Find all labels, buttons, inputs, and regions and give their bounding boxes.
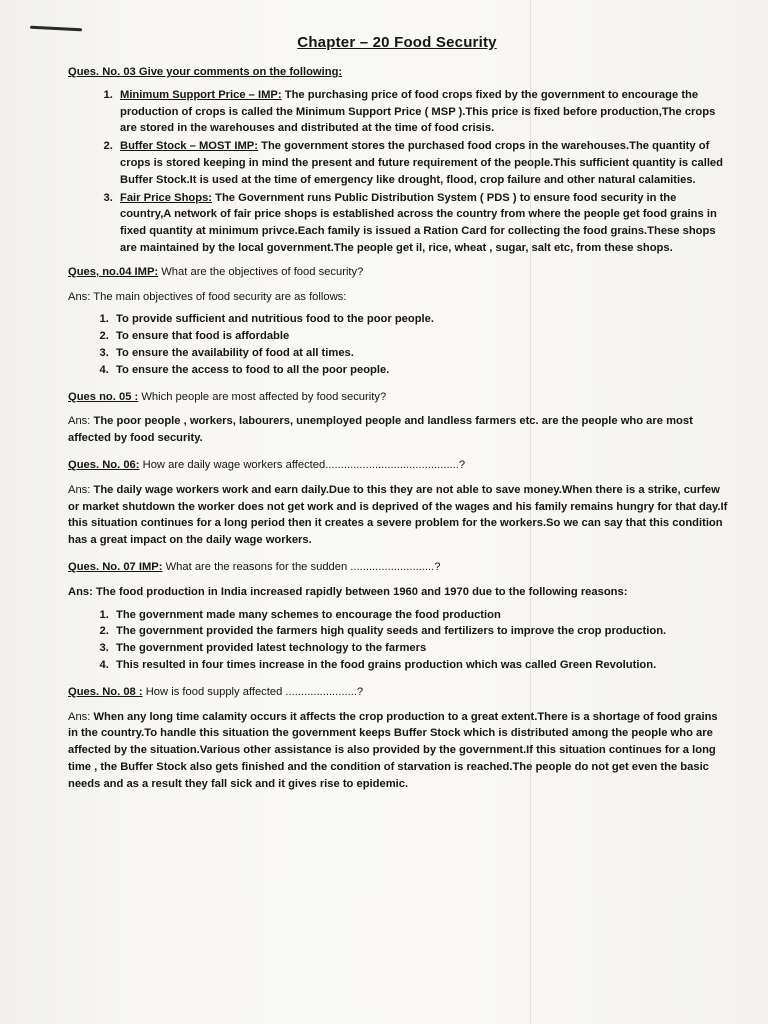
q8-label: Ques. No. 08 : <box>68 685 143 698</box>
q8-answer <box>68 709 728 793</box>
q6-label: Ques. No. 06: <box>68 458 140 471</box>
q7-question <box>68 559 728 576</box>
q3-item-text: The purchasing price of food crops fixed by the government to encourage the production of crops is called the Minimum Support Price ( MSP ).This price is fixed before production,The crops are stored in the warehouses and distributed at the time of food crisis. <box>120 88 716 135</box>
pen-stroke-mark <box>30 26 82 32</box>
list-item <box>116 87 728 137</box>
list-item: 4. This resulted in four times increase in the food grains production which was called Green Revolution. <box>112 657 728 674</box>
q7-list <box>68 607 728 674</box>
q6-answer-text: The daily wage workers work and earn daily.Due to this they are not able to save money.When there is a strike, curfew or market shutdown the worker does not get work and is deprived of the wages and his family remains hungry for that day.If this situation continues for a long period then it creates a severe problem for the workers.So we can say that this condition has a great impact on the daily wage workers. <box>68 483 728 547</box>
list-item: 1. To provide sufficient and nutritious food to the poor people. <box>112 311 728 328</box>
q6-answer-prefix: Ans: <box>68 483 94 496</box>
q8-question <box>68 684 728 701</box>
q3-item-term: Buffer Stock – MOST IMP: <box>120 140 258 153</box>
q4-answer-intro: Ans: The main objectives of food security are as follows: <box>68 290 347 303</box>
document-body <box>68 64 728 792</box>
q4-list <box>68 311 728 378</box>
q7-question-text: What are the reasons for the sudden ...........................? <box>162 560 441 573</box>
q5-answer <box>68 413 728 447</box>
q5-question <box>68 389 728 406</box>
q8-answer-text: When any long time calamity occurs it affects the crop production to a great extent.There is a shortage of food grains in the country.To handle this situation the government keeps Buffer Stock which is distributed among the people who are affected by the situation.Various other assistance is also provided by the government.If this situation continues for a long time , the Buffer Stock also gets finished and the condition of starvation is reached.The people do not get even the basic needs and as a result they fall sick and it gives rise to epidemic. <box>68 710 718 790</box>
list-item: 2. To ensure that food is affordable <box>112 328 728 345</box>
q5-answer-text: The poor people , workers, labourers, unemployed people and landless farmers etc. are the people who are most affected by food security. <box>68 415 693 445</box>
q7-label: Ques. No. 07 IMP: <box>68 560 163 573</box>
q8-answer-prefix: Ans: <box>68 710 94 723</box>
q5-answer-prefix: Ans: <box>68 415 94 428</box>
q3-item-term: Minimum Support Price – IMP: <box>120 88 282 101</box>
q6-question-text: How are daily wage workers affected...........................................? <box>139 458 466 471</box>
q7-answer-intro: Ans: The food production in India increased rapidly between 1960 and 1970 due to the following reasons: <box>68 585 628 598</box>
q3-heading: Ques. No. 03 Give your comments on the following: <box>68 66 343 78</box>
list-item: 2. The government provided the farmers high quality seeds and fertilizers to improve the crop production. <box>112 623 728 640</box>
q3-list <box>68 87 728 257</box>
q4-label: Ques, no.04 IMP: <box>68 265 159 278</box>
list-item: 3. The government provided latest technology to the farmers <box>112 640 728 657</box>
list-item <box>116 138 728 188</box>
list-item: 4. To ensure the access to food to all the poor people. <box>112 362 728 379</box>
list-item: 1. The government made many schemes to encourage the food production <box>112 607 728 624</box>
list-item: 3. To ensure the availability of food at all times. <box>112 345 728 362</box>
q5-question-text: Which people are most affected by food security? <box>138 390 387 403</box>
q4-question-text: What are the objectives of food security? <box>158 265 364 278</box>
list-item <box>116 190 728 257</box>
q3-item-text: The Government runs Public Distribution System ( PDS ) to ensure food security in the country,A network of fair price shops is established across the country from where the people get food grains in fixed quantity at minimum privce.Each family is issued a Ration Card for collecting the food grains.These shops are maintained by the local government.The people get il, rice, wheat , sugar, salt etc, from these shops. <box>120 191 717 254</box>
q5-label: Ques no. 05 : <box>68 390 139 403</box>
q8-question-text: How is food supply affected .......................? <box>142 685 364 698</box>
q4-question <box>68 264 728 281</box>
q3-item-text: The government stores the purchased food crops in the warehouses.The quantity of crops is stored keeping in mind the present and future requirement of the people.This sufficient quantity is called Buffer Stock.It is used at the time of emergency like drought, flood, crop failure and other natural calamities. <box>120 140 723 186</box>
q6-answer <box>68 482 728 549</box>
page-title: Chapter – 20 Food Security <box>297 34 497 51</box>
q6-question <box>68 457 728 474</box>
q3-item-term: Fair Price Shops: <box>120 191 213 204</box>
